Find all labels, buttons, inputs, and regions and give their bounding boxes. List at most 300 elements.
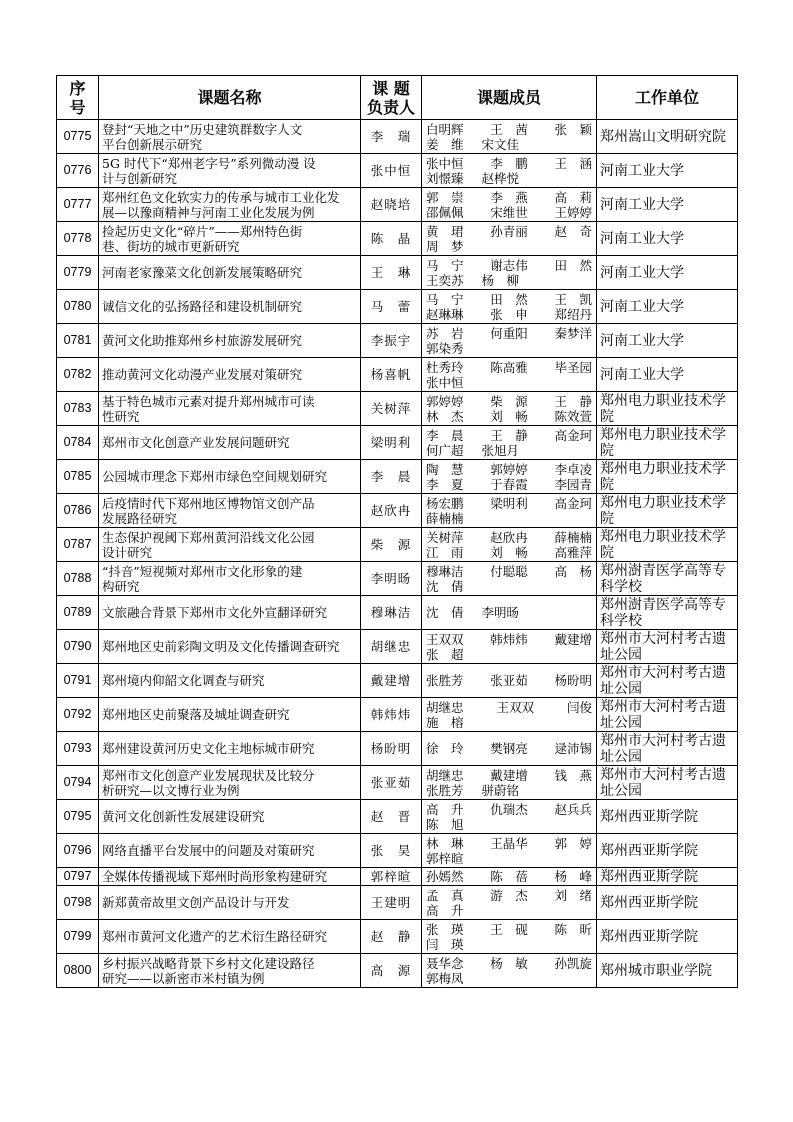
- member-name: 宋维世: [490, 204, 528, 220]
- members-line: [426, 205, 592, 220]
- member-name: 施 榕: [426, 714, 464, 730]
- cell-leader: 马 蕾: [361, 290, 422, 324]
- table-row: [57, 460, 738, 494]
- title-line: 推动黄河文化动漫产业发展对策研究: [102, 367, 303, 382]
- table-row: [57, 494, 738, 528]
- member-name: 李园青: [554, 476, 592, 492]
- cell-members: [422, 188, 597, 222]
- member-name: 张亚茹: [490, 673, 528, 688]
- cell-leader: 梁明利: [361, 426, 422, 460]
- cell-leader: 戴建增: [361, 664, 422, 698]
- title-line: 平台创新展示研究: [102, 136, 203, 152]
- member-name: 李明旸: [481, 605, 520, 620]
- members-line: [426, 360, 592, 375]
- cell-members: [422, 222, 597, 256]
- cell-no: 0789: [57, 596, 99, 630]
- header-title: 课题名称: [99, 76, 361, 120]
- members-line: [426, 428, 592, 443]
- cell-unit: 郑州市大河村考古遗址公园: [597, 698, 738, 732]
- cell-members: [422, 886, 597, 920]
- member-name: 郭梓暄: [426, 850, 464, 866]
- header-unit: 工作单位: [597, 76, 738, 120]
- cell-no: 0797: [57, 868, 99, 886]
- member-name: 刘憬臻: [426, 170, 464, 186]
- members-line: [426, 171, 592, 186]
- cell-title: [99, 698, 361, 732]
- cell-members: [422, 698, 597, 732]
- title-line: 黄河文化创新性发展建设研究: [102, 809, 265, 824]
- table-row: [57, 528, 738, 562]
- header-no-line2: 号: [69, 97, 86, 117]
- cell-leader: 关树萍: [361, 392, 422, 426]
- cell-title: [99, 154, 361, 188]
- cell-unit: 河南工业大学: [597, 290, 738, 324]
- member-name: 宋文佳: [481, 136, 520, 152]
- cell-title: [99, 392, 361, 426]
- members-line: [426, 375, 592, 390]
- member-name: 杜秀玲: [426, 359, 464, 375]
- cell-leader: 胡继忠: [361, 630, 422, 664]
- cell-unit: 郑州电力职业技术学院: [597, 494, 738, 528]
- cell-unit: 郑州西亚斯学院: [597, 800, 738, 834]
- cell-unit: 河南工业大学: [597, 358, 738, 392]
- table-row: [57, 256, 738, 290]
- member-name: 高雅萍: [554, 544, 592, 560]
- member-name: 马 宁: [426, 291, 464, 307]
- members-line: [426, 579, 592, 594]
- cell-no: 0787: [57, 528, 99, 562]
- cell-title: [99, 732, 361, 766]
- member-name: 郭婷婷: [426, 393, 464, 409]
- cell-members: [422, 562, 597, 596]
- cell-members: [422, 392, 597, 426]
- cell-title: [99, 494, 361, 528]
- cell-members: [422, 766, 597, 800]
- cell-members: [422, 120, 597, 154]
- members-line: [426, 783, 592, 798]
- member-name: 孙嫣然: [426, 869, 464, 884]
- members-line: [426, 224, 592, 239]
- members-line: [426, 937, 592, 952]
- member-name: 梁明利: [490, 495, 528, 511]
- member-name: 高 升: [426, 801, 464, 817]
- cell-unit: 河南工业大学: [597, 188, 738, 222]
- member-name: 郭婷婷: [490, 461, 528, 477]
- cell-unit: 郑州澍青医学高等专科学校: [597, 562, 738, 596]
- member-name: 陈 旭: [426, 816, 464, 832]
- table-body: [57, 120, 738, 988]
- title-line: 郑州市文化创意产业发展现状及比较分: [102, 767, 315, 783]
- title-line: 基于特色城市元素对提升郑州城市可读: [102, 393, 315, 409]
- member-name: 胡继忠: [426, 699, 464, 715]
- member-name: 田 然: [490, 291, 528, 307]
- cell-members: [422, 732, 597, 766]
- cell-no: 0777: [57, 188, 99, 222]
- member-name: 钱 燕: [554, 767, 592, 783]
- member-name: 刘 畅: [490, 544, 528, 560]
- table-row: [57, 392, 738, 426]
- cell-leader: 李 瑞: [361, 120, 422, 154]
- members-line: [426, 496, 592, 511]
- member-name: 闫俊: [566, 699, 592, 715]
- header-no: [57, 76, 99, 120]
- member-name: 张胜芳: [426, 782, 464, 798]
- cell-unit: 郑州西亚斯学院: [597, 834, 738, 868]
- table-row: [57, 834, 738, 868]
- table-row: [57, 886, 738, 920]
- member-name: 张 瑛: [426, 921, 464, 937]
- cell-unit: 郑州城市职业学院: [597, 954, 738, 988]
- title-line: 巷、街坊的城市更新研究: [102, 238, 240, 254]
- member-name: 白明辉: [426, 121, 464, 137]
- table-row: [57, 324, 738, 358]
- member-name: 沈 倩: [426, 578, 464, 594]
- member-name: 薛楠楠: [554, 529, 592, 545]
- title-line: 郑州市文化创意产业发展问题研究: [102, 435, 290, 450]
- title-line: 郑州建设黄河历史文化主地标城市研究: [102, 741, 315, 756]
- cell-unit: 郑州市大河村考古遗址公园: [597, 732, 738, 766]
- title-line: 网络直播平台发展中的问题及对策研究: [102, 843, 315, 858]
- member-name: 秦梦洋: [554, 325, 592, 341]
- member-name: 樊钢亮: [490, 741, 528, 756]
- cell-title: [99, 290, 361, 324]
- cell-title: [99, 954, 361, 988]
- members-line: [426, 292, 592, 307]
- cell-title: [99, 868, 361, 886]
- cell-no: 0783: [57, 392, 99, 426]
- member-name: 谢志伟: [490, 257, 528, 273]
- cell-members: [422, 154, 597, 188]
- members-line: [426, 971, 592, 986]
- cell-unit: 郑州澍青医学高等专科学校: [597, 596, 738, 630]
- cell-leader: 李明旸: [361, 562, 422, 596]
- cell-leader: 郭梓暄: [361, 868, 422, 886]
- table-row: [57, 630, 738, 664]
- header-leader-line2: 负责人: [366, 97, 415, 117]
- table-row: [57, 358, 738, 392]
- member-name: 沈 倩: [426, 605, 464, 620]
- table-row: [57, 120, 738, 154]
- cell-members: [422, 290, 597, 324]
- title-line: 登封“天地之中”历史建筑群数字人文: [102, 121, 303, 137]
- title-line: 新郑黄帝故里文创产品设计与开发: [102, 895, 290, 910]
- cell-members: [422, 460, 597, 494]
- title-line: 郑州红色文化软实力的传承与城市工业化发: [102, 189, 340, 205]
- cell-members: [422, 954, 597, 988]
- cell-members: [422, 800, 597, 834]
- member-name: 高 杨: [554, 563, 592, 579]
- header-no-line1: 序: [69, 78, 86, 98]
- members-line: [426, 741, 592, 756]
- cell-title: [99, 886, 361, 920]
- cell-unit: 河南工业大学: [597, 154, 738, 188]
- members-line: [426, 122, 592, 137]
- cell-no: 0778: [57, 222, 99, 256]
- member-name: 郭染秀: [426, 340, 464, 356]
- cell-leader: 杨昐明: [361, 732, 422, 766]
- members-line: [426, 190, 592, 205]
- member-name: 戴建增: [554, 631, 592, 647]
- cell-members: [422, 426, 597, 460]
- cell-members: [422, 630, 597, 664]
- cell-no: 0788: [57, 562, 99, 596]
- cell-leader: 李振宇: [361, 324, 422, 358]
- title-line: 全媒体传播视域下郑州时尚形象构建研究: [102, 869, 328, 884]
- members-line: [426, 258, 592, 273]
- cell-no: 0775: [57, 120, 99, 154]
- members-line: [426, 922, 592, 937]
- member-name: 姜 维: [426, 136, 464, 152]
- members-line: [426, 156, 592, 171]
- cell-members: [422, 920, 597, 954]
- title-line: 郑州地区史前彩陶文明及文化传播调查研究: [102, 639, 340, 654]
- member-name: 胡继忠: [426, 767, 464, 783]
- title-line: 析研究—以文博行业为例: [102, 782, 240, 798]
- cell-no: 0798: [57, 886, 99, 920]
- member-name: 闫 瑛: [426, 936, 464, 952]
- members-line: [426, 511, 592, 526]
- cell-title: [99, 256, 361, 290]
- cell-leader: 穆琳洁: [361, 596, 422, 630]
- member-name: 陈效萱: [554, 408, 592, 424]
- member-name: 江 雨: [426, 544, 464, 560]
- member-name: 苏 岩: [426, 325, 464, 341]
- members-line: [426, 477, 592, 492]
- member-name: 郭 婷: [554, 835, 592, 851]
- member-name: 李 夏: [426, 476, 464, 492]
- cell-leader: 杨喜帆: [361, 358, 422, 392]
- cell-no: 0795: [57, 800, 99, 834]
- table-row: [57, 154, 738, 188]
- cell-unit: 郑州市大河村考古遗址公园: [597, 766, 738, 800]
- member-name: 杨昐明: [554, 673, 592, 688]
- member-name: 柴 源: [490, 393, 528, 409]
- cell-leader: 韩炜炜: [361, 698, 422, 732]
- member-name: 陈 蓓: [490, 869, 528, 884]
- member-name: 李 鹏: [490, 155, 528, 171]
- member-name: 关树萍: [426, 529, 464, 545]
- member-name: 张 申: [490, 306, 528, 322]
- members-line: [426, 605, 592, 620]
- members-line: [426, 956, 592, 971]
- cell-leader: 柴 源: [361, 528, 422, 562]
- member-name: 徐 玲: [426, 741, 464, 756]
- cell-members: [422, 834, 597, 868]
- member-name: 高金珂: [554, 427, 592, 443]
- title-line: 发展路径研究: [102, 510, 178, 526]
- table-row: [57, 868, 738, 886]
- member-name: 高金珂: [554, 495, 592, 511]
- cell-no: 0784: [57, 426, 99, 460]
- members-line: [426, 851, 592, 866]
- member-name: 张旭月: [481, 442, 520, 458]
- member-name: 李 燕: [490, 189, 528, 205]
- cell-members: [422, 324, 597, 358]
- member-name: 韩炜炜: [490, 631, 528, 647]
- cell-unit: 郑州电力职业技术学院: [597, 426, 738, 460]
- member-name: 郭 崇: [426, 189, 464, 205]
- members-line: [426, 137, 592, 152]
- cell-no: 0781: [57, 324, 99, 358]
- title-line: 研究——以新密市米村镇为例: [102, 970, 265, 986]
- member-name: 何广超: [426, 442, 464, 458]
- members-line: [426, 768, 592, 783]
- cell-unit: 河南工业大学: [597, 324, 738, 358]
- header-leader: [361, 76, 422, 120]
- member-name: 王 凯: [554, 291, 592, 307]
- members-line: [426, 394, 592, 409]
- member-name: 付聪聪: [490, 563, 528, 579]
- cell-unit: 河南工业大学: [597, 256, 738, 290]
- member-name: 张胜芳: [426, 673, 464, 688]
- cell-unit: 郑州西亚斯学院: [597, 886, 738, 920]
- member-name: 杨宏鹏: [426, 495, 464, 511]
- cell-no: 0785: [57, 460, 99, 494]
- member-name: 孟 真: [426, 887, 464, 903]
- table-row: [57, 222, 738, 256]
- cell-unit: 郑州嵩山文明研究院: [597, 120, 738, 154]
- members-line: [426, 802, 592, 817]
- cell-title: [99, 596, 361, 630]
- cell-members: [422, 596, 597, 630]
- member-name: 孙青丽: [490, 223, 528, 239]
- cell-leader: 陈 晶: [361, 222, 422, 256]
- member-name: 王双双: [426, 631, 464, 647]
- cell-unit: 郑州西亚斯学院: [597, 868, 738, 886]
- title-line: 展—以豫商精神与河南工业化发展为例: [102, 204, 315, 220]
- member-name: 赵琳琳: [426, 306, 464, 322]
- cell-title: [99, 324, 361, 358]
- table-row: [57, 732, 738, 766]
- table-row: [57, 562, 738, 596]
- member-name: 逯沛锡: [554, 741, 592, 756]
- members-line: [426, 530, 592, 545]
- cell-unit: 郑州电力职业技术学院: [597, 528, 738, 562]
- members-line: [426, 273, 592, 288]
- member-name: 杨 柳: [481, 272, 520, 288]
- member-name: 杨 峰: [554, 869, 592, 884]
- members-line: [426, 564, 592, 579]
- title-line: 计与创新研究: [102, 170, 178, 186]
- members-line: [426, 409, 592, 424]
- title-line: 乡村振兴战略背景下乡村文化建设路径: [102, 955, 315, 971]
- member-name: 王 茜: [490, 121, 528, 137]
- title-line: 生态保护视阈下郑州黄河沿线文化公园: [102, 529, 315, 545]
- table-row: [57, 188, 738, 222]
- header-leader-line1: 课 题: [372, 78, 410, 98]
- member-name: 邵佩佩: [426, 204, 464, 220]
- member-name: 王双双: [496, 699, 534, 715]
- member-name: 骈蔚铭: [481, 782, 520, 798]
- title-line: “抖音”短视频对郑州市文化形象的建: [102, 563, 303, 579]
- cell-title: [99, 358, 361, 392]
- member-name: 王 砚: [490, 921, 528, 937]
- member-name: 戴建增: [490, 767, 528, 783]
- members-line: [426, 239, 592, 254]
- cell-members: [422, 528, 597, 562]
- cell-unit: 郑州电力职业技术学院: [597, 392, 738, 426]
- table-row: [57, 800, 738, 834]
- cell-members: [422, 664, 597, 698]
- title-line: 诚信文化的弘扬路径和建设机制研究: [102, 299, 303, 314]
- member-name: 刘 畅: [490, 408, 528, 424]
- title-line: 后疫情时代下郑州地区博物馆文创产品: [102, 495, 315, 511]
- members-line: [426, 817, 592, 832]
- title-line: 5G 时代下“郑州老字号”系列微动漫 设: [102, 155, 316, 171]
- title-line: 郑州地区史前聚落及城址调查研究: [102, 707, 290, 722]
- member-name: 薛楠楠: [426, 510, 464, 526]
- cell-unit: 郑州市大河村考古遗址公园: [597, 664, 738, 698]
- cell-title: [99, 834, 361, 868]
- members-line: [426, 545, 592, 560]
- cell-unit: 郑州市大河村考古遗址公园: [597, 630, 738, 664]
- members-line: [426, 715, 592, 730]
- table-row: [57, 596, 738, 630]
- table-row: [57, 290, 738, 324]
- member-name: 仇瑞杰: [490, 801, 528, 817]
- cell-members: [422, 358, 597, 392]
- member-name: 陈高雅: [490, 359, 528, 375]
- member-name: 王婷婷: [554, 204, 592, 220]
- cell-no: 0800: [57, 954, 99, 988]
- title-line: 捡起历史文化“碎片”——郑州特色街: [102, 223, 303, 239]
- members-line: [426, 673, 592, 688]
- title-line: 郑州市黄河文化遗产的艺术衍生路径研究: [102, 929, 328, 944]
- cell-unit: 河南工业大学: [597, 222, 738, 256]
- member-name: 李 晨: [426, 427, 464, 443]
- member-name: 林 琳: [426, 835, 464, 851]
- cell-title: [99, 920, 361, 954]
- member-name: 黄 珺: [426, 223, 464, 239]
- cell-title: [99, 460, 361, 494]
- cell-no: 0796: [57, 834, 99, 868]
- cell-title: [99, 528, 361, 562]
- cell-leader: 张 昊: [361, 834, 422, 868]
- member-name: 陈 昕: [554, 921, 592, 937]
- cell-title: [99, 630, 361, 664]
- member-name: 周 梦: [426, 238, 464, 254]
- member-name: 陶 慧: [426, 461, 464, 477]
- title-line: 公园城市理念下郑州市绿色空间规划研究: [102, 469, 328, 484]
- cell-title: [99, 188, 361, 222]
- cell-leader: 王建明: [361, 886, 422, 920]
- member-name: 游 杰: [490, 887, 528, 903]
- member-name: 王 涵: [554, 155, 592, 171]
- member-name: 赵 奇: [554, 223, 592, 239]
- cell-no: 0782: [57, 358, 99, 392]
- title-line: 构研究: [102, 578, 140, 594]
- cell-unit: 郑州西亚斯学院: [597, 920, 738, 954]
- members-line: [426, 443, 592, 458]
- cell-no: 0793: [57, 732, 99, 766]
- members-line: [426, 700, 592, 715]
- title-line: 郑州境内仰韶文化调查与研究: [102, 673, 265, 688]
- header-members: 课题成员: [422, 76, 597, 120]
- member-name: 郭梅凤: [426, 970, 464, 986]
- member-name: 张中恒: [426, 155, 464, 171]
- member-name: 毕圣园: [554, 359, 592, 375]
- member-name: 穆琳洁: [426, 563, 464, 579]
- member-name: 郑绍丹: [554, 306, 592, 322]
- table-row: [57, 698, 738, 732]
- member-name: 赵兵兵: [554, 801, 592, 817]
- cell-no: 0786: [57, 494, 99, 528]
- table-row: [57, 664, 738, 698]
- cell-no: 0779: [57, 256, 99, 290]
- member-name: 王 静: [554, 393, 592, 409]
- member-name: 赵桦悦: [481, 170, 520, 186]
- table-row: [57, 954, 738, 988]
